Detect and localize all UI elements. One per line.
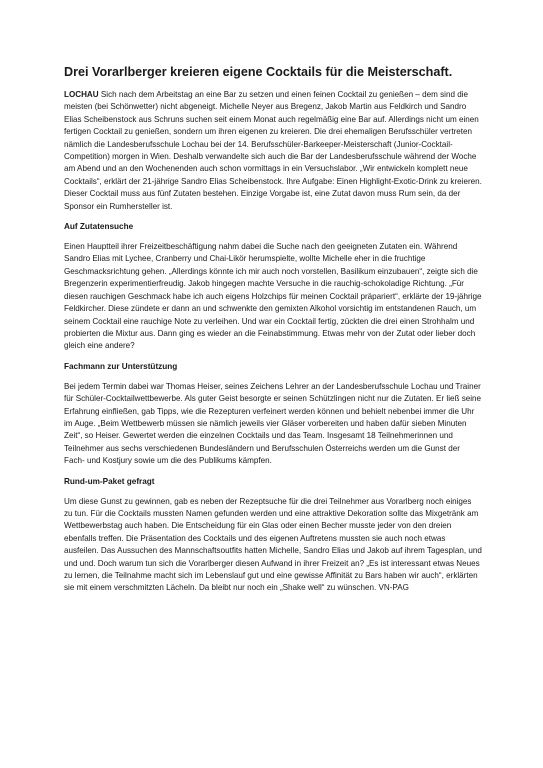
section-heading: Fachmann zur Unterstützung bbox=[64, 361, 178, 371]
dateline: LOCHAU bbox=[64, 90, 99, 99]
section-paragraph: Um diese Gunst zu gewinnen, gab es neben der Rezeptsuche für die drei Teilnehmer aus Vorarlberg noch einiges zu tun. Für die Cocktails mussten Namen gefunden werden und eine attraktive Dekoration sollte das Mixgetränk am Wettbewerbstag auch haben. Die Entscheidung für ein Glas oder einen Becher musste jeder von den dreien ebenfalls treffen. Die Präsentation des Cocktails und des eigenen Auftretens mussten sie auch noch etwas ausfeilen. Das Aussuchen des Mannschaftsoutfits hatten Michelle, Sandro Elias und Jakob auf ihrem Tagesplan, und und und. Doch warum tun sich die Vorarlberger diesen Aufwand in ihrer Freizeit an? „Es ist interessant etwas Neues zu lernen, die Teilnahme macht sich im Lebenslauf gut und eine gewisse Affinität zu Bars haben wir auch“, erklärten sie mit einem verschmitzten Lächeln. Da bleibt nur noch ein „Shake well“ zu wünschen. VN-PAG bbox=[64, 496, 482, 593]
section-heading: Auf Zutatensuche bbox=[64, 222, 134, 232]
intro-paragraph bbox=[64, 89, 482, 213]
section-paragraph: Einen Hauptteil ihrer Freizeitbeschäftigung nahm dabei die Suche nach den geeigneten Zutaten ein. Während Sandro Elias mit Lychee, Cranberry und Chai-Likör herumspielte, wollte Michelle eher in die fruchtige Geschmacksrichtung gehen. „Allerdings könnte ich mir auch noch vorstellen, Basilikum einzubauen“, zeigte sich die Bregenzerin experimentierfreudig. Jakob hingegen machte Versuche in die rauchig-schokoladige Richtung. „Für diesen rauchigen Geschmack habe ich auch eigens Holzchips für meinen Cocktail präpariert“, erklärte der 19-jährige Feldkircher. Diese zündete er dann an und schwenkte den gemixten Alkohol vorsichtig im entstandenen Rauch, um seinem Cocktail eine rauchige Note zu verleihen. Und war ein Cocktail fertig, zückten die drei einen Strohhalm und probierten die Mixtur aus. Dann ging es wieder an die Feinabstimmung. Etwas mehr von der Zutat oder lieber doch gleich eine andere? bbox=[64, 242, 482, 351]
article-title: Drei Vorarlberger kreieren eigene Cocktails für die Meisterschaft. bbox=[64, 65, 453, 79]
intro-text: Sich nach dem Arbeitstag an eine Bar zu setzen und einen feinen Cocktail zu genießen – dem sind die meisten (bei Schönwetter) nicht abgeneigt. Michelle Neyer aus Bregenz, Jakob Martin aus Feldkirch und Sandro Elias Scheibenstock aus Schruns suchen seit einem Monat auch regelmäßig eine Bar auf. Allerdings nicht um einen fertigen Cocktail zu genießen, sondern um ihren eigenen zu kreieren. Die drei ehemaligen Berufsschüler vertreten nämlich die Landesberufsschule Lochau bei der 14. Berufsschüler-Barkeeper-Meisterschaft (Junior-Cocktail-Competition) morgen in Wien. Deshalb verwandelte sich auch die Bar der Landesberufsschule während der Woche am Abend und an den Wochenenden auch schon vormittags in ein Versuchslabor. „Wir entwickeln komplett neue Cocktails“, erklärt der 21-jährige Sandro Elias Scheibenstock. Ihre Aufgabe: Einen Highlight-Exotic-Drink zu kreieren. Dieser Cocktail muss aus fünf Zutaten bestehen. Einzige Vorgabe ist, eine Zutat davon muss Rum sein, da der Sponsor ein Rumhersteller ist. bbox=[64, 90, 482, 211]
section-heading: Rund-um-Paket gefragt bbox=[64, 476, 155, 486]
article bbox=[64, 64, 482, 603]
section-paragraph: Bei jedem Termin dabei war Thomas Heiser, seines Zeichens Lehrer an der Landesberufsschule Lochau und Trainer für Schüler-Cocktailwettbewerbe. Als guter Geist besorgte er seinen Schützlingen nicht nur die Zutaten. Er ließ seine Erfahrung einfließen, gab Tipps, wie die Rezepturen verfeinert werden können und behielt nebenbei immer die Uhr im Auge. „Beim Wettbewerb müssen sie nämlich jeweils vier Gläser vorbereiten und haben dafür sieben Minuten Zeit“, so Heiser. Gewertet werden die einzelnen Cocktails und das Team. Insgesamt 18 Teilnehmerinnen und Teilnehmer aus sechs verschiedenen Bundesländern und Berufsschulen Österreichs werden um die Gunst der Fach- und Kostjury sowie um die des Publikums kämpfen. bbox=[64, 381, 482, 466]
